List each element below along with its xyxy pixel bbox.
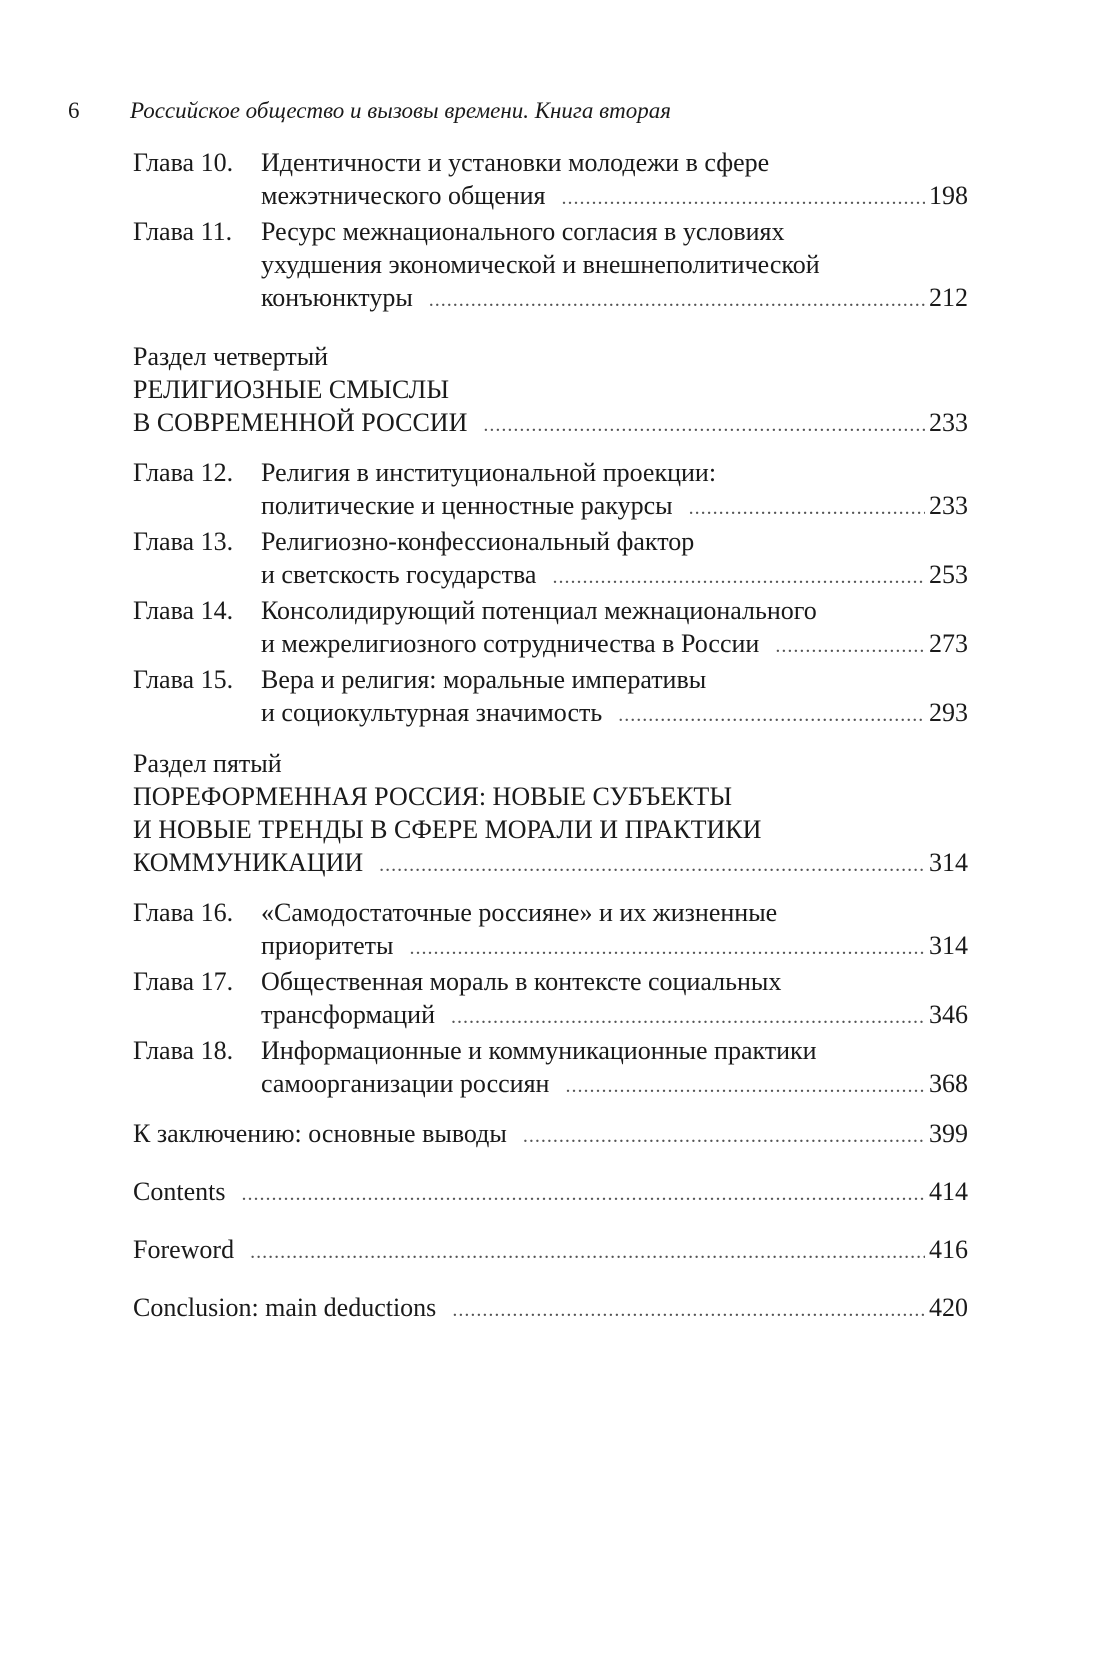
toc-entry-foreword[interactable] <box>133 1233 968 1269</box>
section-5-label: Раздел пятый <box>133 749 282 778</box>
chapter-title-line: Информационные и коммуникационные практики <box>261 1036 817 1065</box>
dot-leader <box>241 1178 925 1211</box>
toc-entry-chapter-14[interactable] <box>133 594 968 663</box>
chapter-label: Глава 14. <box>133 596 234 625</box>
page-ref: 314 <box>929 931 968 960</box>
toc-entry-conclusion-en[interactable] <box>133 1291 968 1327</box>
running-header <box>68 96 671 126</box>
page-ref: 212 <box>929 283 968 312</box>
chapter-label: Глава 15. <box>133 665 234 694</box>
section-5-title-line: И НОВЫЕ ТРЕНДЫ В СФЕРЕ МОРАЛИ И ПРАКТИКИ <box>133 815 762 844</box>
toc-entry-chapter-18[interactable] <box>133 1034 968 1103</box>
chapter-title-line: трансформаций <box>261 1000 436 1029</box>
chapter-title-line: межэтнического общения <box>261 181 546 210</box>
toc-entry-chapter-17[interactable] <box>133 965 968 1034</box>
chapter-title-line: и межрелигиозного сотрудничества в России <box>261 629 760 658</box>
page-ref: 314 <box>929 848 968 877</box>
section-4-label: Раздел четвертый <box>133 342 329 371</box>
page-ref: 293 <box>929 698 968 727</box>
page-number: 6 <box>68 98 80 123</box>
dot-leader <box>562 182 925 215</box>
chapter-title-line: приоритеты <box>261 931 394 960</box>
toc-entry-chapter-15[interactable] <box>133 663 968 732</box>
dot-leader <box>429 284 925 317</box>
chapter-label: Глава 18. <box>133 1036 234 1065</box>
chapter-label: Глава 17. <box>133 967 234 996</box>
dot-leader <box>689 492 925 525</box>
table-of-contents <box>133 146 968 1327</box>
chapter-title-line: и светскость государства <box>261 560 537 589</box>
page-ref: 253 <box>929 560 968 589</box>
page-ref: 233 <box>929 491 968 520</box>
dot-leader <box>523 1120 925 1153</box>
page-ref: 420 <box>929 1293 968 1322</box>
chapter-label: Глава 10. <box>133 148 234 177</box>
chapter-title-line: и социокультурная значимость <box>261 698 603 727</box>
chapter-label: Глава 12. <box>133 458 234 487</box>
running-title: Российское общество и вызовы времени. Книга вторая <box>130 98 671 123</box>
toc-entry-chapter-16[interactable] <box>133 896 968 965</box>
chapter-title-line: Ресурс межнационального согласия в условиях <box>261 217 785 246</box>
chapter-title-line: «Самодостаточные россияне» и их жизненные <box>261 898 778 927</box>
chapter-title-line: Консолидирующий потенциал межнационального <box>261 596 817 625</box>
toc-entry-chapter-13[interactable] <box>133 525 968 594</box>
dot-leader <box>565 1070 925 1103</box>
toc-entry-section-4[interactable] <box>133 406 968 442</box>
toc-entry-contents[interactable] <box>133 1175 968 1211</box>
dot-leader <box>409 932 925 965</box>
dot-leader <box>775 630 925 663</box>
toc-entry-conclusion-ru[interactable] <box>133 1117 968 1153</box>
chapter-title-line: ухудшения экономической и внешнеполитической <box>261 250 820 279</box>
entry-title: Conclusion: main deductions <box>133 1293 437 1322</box>
section-4-title-line: РЕЛИГИОЗНЫЕ СМЫСЛЫ <box>133 375 449 404</box>
dot-leader <box>483 409 925 442</box>
page-ref: 414 <box>929 1177 968 1206</box>
page-ref: 198 <box>929 181 968 210</box>
chapter-title-line: Идентичности и установки молодежи в сфере <box>261 148 770 177</box>
page-ref: 346 <box>929 1000 968 1029</box>
dot-leader <box>618 699 925 732</box>
entry-title: Foreword <box>133 1235 235 1264</box>
dot-leader <box>379 849 925 882</box>
chapter-title-line: самоорганизации россиян <box>261 1069 550 1098</box>
chapter-title-line: Вера и религия: моральные императивы <box>261 665 707 694</box>
page-ref: 233 <box>929 408 968 437</box>
chapter-title-line: Религиозно-конфессиональный фактор <box>261 527 695 556</box>
dot-leader <box>250 1236 925 1269</box>
section-5-title-line: КОММУНИКАЦИИ <box>133 848 364 877</box>
section-4-title-line: В СОВРЕМЕННОЙ РОССИИ <box>133 408 468 437</box>
page-ref: 416 <box>929 1235 968 1264</box>
page-ref: 368 <box>929 1069 968 1098</box>
toc-entry-chapter-12[interactable] <box>133 456 968 525</box>
dot-leader <box>552 561 925 594</box>
chapter-label: Глава 13. <box>133 527 234 556</box>
chapter-title-line: Религия в институциональной проекции: <box>261 458 717 487</box>
entry-title: К заключению: основные выводы <box>133 1119 507 1148</box>
toc-entry-section-5[interactable] <box>133 846 968 882</box>
dot-leader <box>451 1001 925 1034</box>
entry-title: Contents <box>133 1177 226 1206</box>
page-ref: 399 <box>929 1119 968 1148</box>
dot-leader <box>452 1294 925 1327</box>
chapter-title-line: конъюнктуры <box>261 283 413 312</box>
chapter-title-line: Общественная мораль в контексте социальных <box>261 967 782 996</box>
section-5-title-line: ПОРЕФОРМЕННАЯ РОССИЯ: НОВЫЕ СУБЪЕКТЫ <box>133 782 732 811</box>
toc-entry-chapter-11[interactable] <box>133 215 968 317</box>
chapter-label: Глава 16. <box>133 898 234 927</box>
chapter-title-line: политические и ценностные ракурсы <box>261 491 673 520</box>
page-ref: 273 <box>929 629 968 658</box>
toc-entry-chapter-10[interactable] <box>133 146 968 215</box>
chapter-label: Глава 11. <box>133 217 233 246</box>
